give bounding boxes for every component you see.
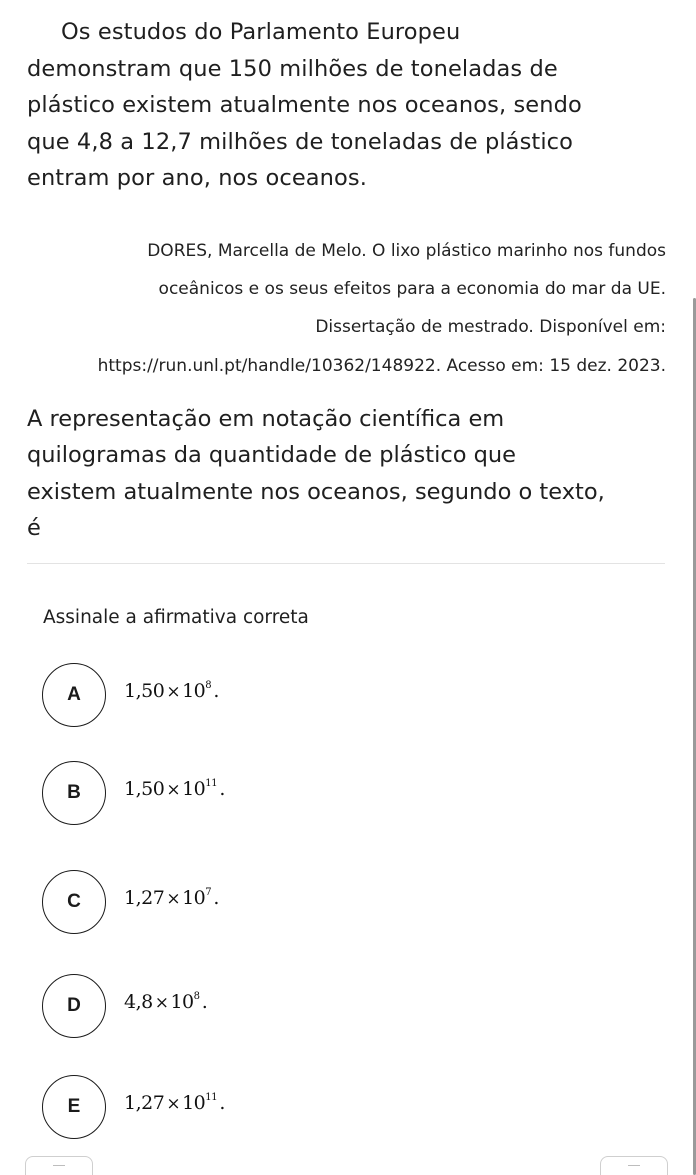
option-letter-circle[interactable]: E (42, 1075, 106, 1139)
times-sign: × (166, 682, 181, 702)
end-mark: . (219, 778, 225, 800)
times-sign: × (166, 889, 181, 909)
option-b[interactable] (42, 761, 442, 827)
exponent: 8 (205, 680, 212, 691)
end-mark: . (219, 1092, 225, 1114)
instruction-text: Assinale a afirmativa correta (43, 607, 309, 628)
base: 10 (182, 778, 206, 800)
mantissa: 1,50 (124, 680, 165, 702)
option-e[interactable] (42, 1075, 442, 1141)
mantissa: 1,27 (124, 887, 165, 909)
passage-line: Os estudos do Parlamento Europeu (61, 19, 461, 45)
chevron-icon (628, 1165, 640, 1166)
mantissa: 1,50 (124, 778, 165, 800)
base: 10 (182, 887, 206, 909)
option-value (124, 1092, 225, 1114)
times-sign: × (154, 993, 169, 1013)
passage-line: entram por ano, nos oceanos. (27, 165, 367, 192)
exponent: 11 (205, 778, 218, 789)
mantissa: 4,8 (124, 991, 153, 1013)
option-value (124, 991, 207, 1013)
previous-button[interactable] (25, 1156, 93, 1175)
question-prompt (27, 401, 667, 547)
question-line: existem atualmente nos oceanos, segundo o texto, (27, 478, 605, 505)
option-letter-circle[interactable]: D (42, 974, 106, 1038)
times-sign: × (166, 780, 181, 800)
citation-line: oceânicos e os seus efeitos para a economia do mar da UE. (158, 279, 666, 300)
option-letter-circle[interactable]: B (42, 761, 106, 825)
passage-line: que 4,8 a 12,7 milhões de toneladas de plástico (27, 128, 574, 155)
passage-line: demonstram que 150 milhões de toneladas de (27, 55, 558, 82)
option-value (124, 778, 225, 800)
base: 10 (182, 1092, 206, 1114)
citation-line: DORES, Marcella de Melo. O lixo plástico marinho nos fundos (147, 241, 666, 261)
exponent: 11 (205, 1092, 218, 1103)
exponent: 7 (205, 887, 212, 898)
exponent: 8 (193, 991, 200, 1002)
chevron-icon (53, 1165, 65, 1166)
passage-line: plástico existem atualmente nos oceanos, sendo (27, 92, 582, 119)
next-button[interactable] (600, 1156, 668, 1175)
question-line: é (27, 515, 41, 542)
citation-line: Dissertação de mestrado. Disponível em: (315, 317, 666, 338)
option-letter-circle[interactable]: A (42, 663, 106, 727)
times-sign: × (166, 1094, 181, 1114)
base: 10 (170, 991, 194, 1013)
question-line: A representação em notação científica em (27, 406, 505, 432)
option-c[interactable] (42, 870, 442, 936)
citation-url-line: https://run.unl.pt/handle/10362/148922. Acesso em: 15 dez. 2023. (97, 355, 666, 376)
end-mark: . (213, 680, 219, 702)
section-divider (27, 563, 665, 564)
end-mark: . (201, 991, 208, 1013)
base: 10 (182, 680, 206, 702)
end-mark: . (213, 887, 219, 909)
option-value (124, 887, 219, 909)
option-a[interactable] (42, 663, 442, 729)
option-value (124, 680, 219, 702)
option-d[interactable] (42, 974, 442, 1040)
passage-text (27, 14, 667, 197)
source-citation (26, 232, 666, 385)
question-line: quilogramas da quantidade de plástico que (27, 442, 517, 469)
mantissa: 1,27 (124, 1092, 165, 1114)
option-letter-circle[interactable]: C (42, 870, 106, 934)
